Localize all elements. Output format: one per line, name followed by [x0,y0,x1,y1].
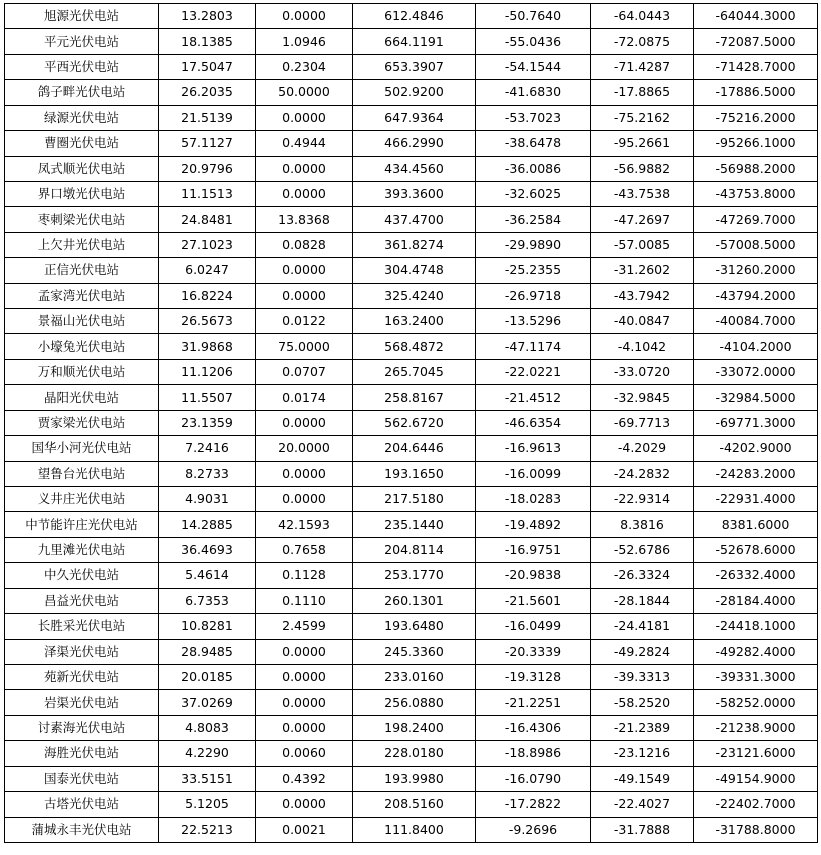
col7-cell: -17886.5000 [694,80,818,105]
col6-cell: -24.2832 [591,461,694,486]
station-name-cell: 海胜光伏电站 [5,741,159,766]
table-body [5,4,818,843]
col7-cell: -24418.1000 [694,614,818,639]
col5-cell: -36.0086 [476,156,591,181]
station-name-cell: 晶阳光伏电站 [5,385,159,410]
col7-cell: -95266.1000 [694,131,818,156]
col3-cell: 0.0000 [256,283,353,308]
col2-cell: 23.1359 [159,410,256,435]
col6-cell: -57.0085 [591,232,694,257]
station-name-cell: 国泰光伏电站 [5,766,159,791]
col7-cell: -43794.2000 [694,283,818,308]
col6-cell: -28.1844 [591,588,694,613]
col7-cell: -71428.7000 [694,54,818,79]
station-name-cell: 苑新光伏电站 [5,664,159,689]
col6-cell: -49.2824 [591,639,694,664]
col6-cell: -75.2162 [591,105,694,130]
col7-cell: -58252.0000 [694,690,818,715]
table-row [5,741,818,766]
col2-cell: 6.7353 [159,588,256,613]
col7-cell: -64044.3000 [694,4,818,29]
station-name-cell: 古塔光伏电站 [5,792,159,817]
col2-cell: 16.8224 [159,283,256,308]
power-station-table [4,3,818,843]
col5-cell: -16.0790 [476,766,591,791]
col5-cell: -18.0283 [476,487,591,512]
station-name-cell: 凤式顺光伏电站 [5,156,159,181]
col5-cell: -20.3339 [476,639,591,664]
col2-cell: 5.4614 [159,563,256,588]
col6-cell: -56.9882 [591,156,694,181]
col7-cell: -43753.8000 [694,181,818,206]
col7-cell: -22402.7000 [694,792,818,817]
col5-cell: -16.0099 [476,461,591,486]
col4-cell: 198.2400 [353,715,476,740]
table-row [5,4,818,29]
col5-cell: -16.0499 [476,614,591,639]
station-name-cell: 中久光伏电站 [5,563,159,588]
col5-cell: -38.6478 [476,131,591,156]
col7-cell: -33072.0000 [694,359,818,384]
col7-cell: -4202.9000 [694,436,818,461]
station-name-cell: 小壕兔光伏电站 [5,334,159,359]
col5-cell: -46.6354 [476,410,591,435]
col3-cell: 0.0122 [256,309,353,334]
col2-cell: 36.4693 [159,537,256,562]
station-name-cell: 曹圈光伏电站 [5,131,159,156]
col6-cell: -21.2389 [591,715,694,740]
col4-cell: 562.6720 [353,410,476,435]
col2-cell: 11.1513 [159,181,256,206]
col2-cell: 57.1127 [159,131,256,156]
table-row [5,359,818,384]
station-name-cell: 正信光伏电站 [5,258,159,283]
col5-cell: -21.4512 [476,385,591,410]
table-row [5,410,818,435]
col2-cell: 7.2416 [159,436,256,461]
col2-cell: 21.5139 [159,105,256,130]
table-row [5,639,818,664]
col4-cell: 208.5160 [353,792,476,817]
col5-cell: -19.3128 [476,664,591,689]
station-name-cell: 岩渠光伏电站 [5,690,159,715]
table-row [5,715,818,740]
col4-cell: 193.1650 [353,461,476,486]
table-row [5,283,818,308]
col3-cell: 0.0828 [256,232,353,257]
col5-cell: -21.2251 [476,690,591,715]
col6-cell: -17.8865 [591,80,694,105]
col7-cell: -31260.2000 [694,258,818,283]
col6-cell: -43.7538 [591,181,694,206]
col4-cell: 664.1191 [353,29,476,54]
station-name-cell: 望鲁台光伏电站 [5,461,159,486]
col2-cell: 4.8083 [159,715,256,740]
col7-cell: -32984.5000 [694,385,818,410]
table-row [5,436,818,461]
col3-cell: 0.0707 [256,359,353,384]
table-row [5,131,818,156]
table-row [5,563,818,588]
col3-cell: 0.1128 [256,563,353,588]
col6-cell: -69.7713 [591,410,694,435]
col3-cell: 0.0000 [256,690,353,715]
col4-cell: 466.2990 [353,131,476,156]
table-row [5,181,818,206]
col7-cell: -24283.2000 [694,461,818,486]
col2-cell: 20.0185 [159,664,256,689]
col3-cell: 20.0000 [256,436,353,461]
col3-cell: 42.1593 [256,512,353,537]
col5-cell: -32.6025 [476,181,591,206]
col5-cell: -19.4892 [476,512,591,537]
station-name-cell: 绿源光伏电站 [5,105,159,130]
col7-cell: -23121.6000 [694,741,818,766]
col5-cell: -25.2355 [476,258,591,283]
table-row [5,29,818,54]
col4-cell: 361.8274 [353,232,476,257]
station-name-cell: 中节能许庄光伏电站 [5,512,159,537]
col4-cell: 568.4872 [353,334,476,359]
table-row [5,258,818,283]
col3-cell: 50.0000 [256,80,353,105]
col3-cell: 0.0060 [256,741,353,766]
col5-cell: -29.9890 [476,232,591,257]
col5-cell: -22.0221 [476,359,591,384]
col4-cell: 163.2400 [353,309,476,334]
col7-cell: -49154.9000 [694,766,818,791]
col3-cell: 0.2304 [256,54,353,79]
col2-cell: 33.5151 [159,766,256,791]
col5-cell: -20.9838 [476,563,591,588]
col6-cell: -39.3313 [591,664,694,689]
col5-cell: -16.9613 [476,436,591,461]
col6-cell: -58.2520 [591,690,694,715]
col6-cell: -22.4027 [591,792,694,817]
col7-cell: -69771.3000 [694,410,818,435]
col7-cell: -47269.7000 [694,207,818,232]
col4-cell: 393.3600 [353,181,476,206]
col3-cell: 0.0000 [256,4,353,29]
col7-cell: -31788.8000 [694,817,818,843]
col4-cell: 193.6480 [353,614,476,639]
table-row [5,232,818,257]
table-row [5,334,818,359]
station-name-cell: 贾家梁光伏电站 [5,410,159,435]
col6-cell: -43.7942 [591,283,694,308]
col6-cell: -24.4181 [591,614,694,639]
col2-cell: 5.1205 [159,792,256,817]
col6-cell: -47.2697 [591,207,694,232]
station-name-cell: 旭源光伏电站 [5,4,159,29]
col5-cell: -26.9718 [476,283,591,308]
col4-cell: 502.9200 [353,80,476,105]
col3-cell: 2.4599 [256,614,353,639]
col4-cell: 258.8167 [353,385,476,410]
table-row [5,664,818,689]
col4-cell: 204.6446 [353,436,476,461]
col2-cell: 28.9485 [159,639,256,664]
col7-cell: -75216.2000 [694,105,818,130]
col5-cell: -36.2584 [476,207,591,232]
col2-cell: 17.5047 [159,54,256,79]
station-name-cell: 上欠井光伏电站 [5,232,159,257]
col6-cell: -95.2661 [591,131,694,156]
table-row [5,54,818,79]
col6-cell: -32.9845 [591,385,694,410]
col3-cell: 13.8368 [256,207,353,232]
col3-cell: 1.0946 [256,29,353,54]
table-row [5,537,818,562]
station-name-cell: 平西光伏电站 [5,54,159,79]
col5-cell: -16.4306 [476,715,591,740]
col3-cell: 0.0000 [256,461,353,486]
col7-cell: -39331.3000 [694,664,818,689]
col5-cell: -16.9751 [476,537,591,562]
col3-cell: 0.0000 [256,664,353,689]
col6-cell: -26.3324 [591,563,694,588]
col3-cell: 0.0000 [256,410,353,435]
col5-cell: -41.6830 [476,80,591,105]
col5-cell: -54.1544 [476,54,591,79]
col6-cell: 8.3816 [591,512,694,537]
col2-cell: 4.2290 [159,741,256,766]
station-name-cell: 泽渠光伏电站 [5,639,159,664]
table-row [5,817,818,843]
col5-cell: -47.1174 [476,334,591,359]
table-row [5,385,818,410]
col2-cell: 14.2885 [159,512,256,537]
col2-cell: 31.9868 [159,334,256,359]
col2-cell: 10.8281 [159,614,256,639]
col2-cell: 6.0247 [159,258,256,283]
col4-cell: 256.0880 [353,690,476,715]
col6-cell: -4.2029 [591,436,694,461]
col2-cell: 18.1385 [159,29,256,54]
col4-cell: 111.8400 [353,817,476,843]
col6-cell: -33.0720 [591,359,694,384]
col2-cell: 11.5507 [159,385,256,410]
table-row [5,309,818,334]
col4-cell: 253.1770 [353,563,476,588]
col4-cell: 653.3907 [353,54,476,79]
col6-cell: -22.9314 [591,487,694,512]
col7-cell: -4104.2000 [694,334,818,359]
station-name-cell: 国华小河光伏电站 [5,436,159,461]
table-row [5,207,818,232]
col7-cell: -26332.4000 [694,563,818,588]
col5-cell: -53.7023 [476,105,591,130]
col6-cell: -31.7888 [591,817,694,843]
col3-cell: 0.0000 [256,715,353,740]
station-name-cell: 界口墩光伏电站 [5,181,159,206]
col6-cell: -49.1549 [591,766,694,791]
table-row [5,461,818,486]
col4-cell: 217.5180 [353,487,476,512]
station-name-cell: 义井庄光伏电站 [5,487,159,512]
col2-cell: 11.1206 [159,359,256,384]
station-name-cell: 长胜采光伏电站 [5,614,159,639]
col6-cell: -4.1042 [591,334,694,359]
station-name-cell: 讨素海光伏电站 [5,715,159,740]
col2-cell: 26.5673 [159,309,256,334]
col2-cell: 24.8481 [159,207,256,232]
col2-cell: 8.2733 [159,461,256,486]
col4-cell: 437.4700 [353,207,476,232]
col4-cell: 647.9364 [353,105,476,130]
col7-cell: -40084.7000 [694,309,818,334]
col7-cell: -28184.4000 [694,588,818,613]
col6-cell: -71.4287 [591,54,694,79]
table-row [5,156,818,181]
station-name-cell: 枣刺梁光伏电站 [5,207,159,232]
col2-cell: 26.2035 [159,80,256,105]
table-row [5,614,818,639]
col3-cell: 0.0000 [256,105,353,130]
col5-cell: -17.2822 [476,792,591,817]
col4-cell: 204.8114 [353,537,476,562]
col2-cell: 13.2803 [159,4,256,29]
col3-cell: 0.7658 [256,537,353,562]
col3-cell: 75.0000 [256,334,353,359]
col4-cell: 265.7045 [353,359,476,384]
col6-cell: -64.0443 [591,4,694,29]
table-row [5,105,818,130]
col4-cell: 304.4748 [353,258,476,283]
col3-cell: 0.0000 [256,792,353,817]
table-row [5,80,818,105]
col4-cell: 434.4560 [353,156,476,181]
col6-cell: -31.2602 [591,258,694,283]
station-name-cell: 九里滩光伏电站 [5,537,159,562]
station-name-cell: 景福山光伏电站 [5,309,159,334]
col5-cell: -55.0436 [476,29,591,54]
col4-cell: 235.1440 [353,512,476,537]
col5-cell: -18.8986 [476,741,591,766]
col3-cell: 0.1110 [256,588,353,613]
col5-cell: -21.5601 [476,588,591,613]
col7-cell: -52678.6000 [694,537,818,562]
col3-cell: 0.0000 [256,181,353,206]
col3-cell: 0.0174 [256,385,353,410]
col5-cell: -50.7640 [476,4,591,29]
station-name-cell: 鸽子畔光伏电站 [5,80,159,105]
col2-cell: 22.5213 [159,817,256,843]
col7-cell: -22931.4000 [694,487,818,512]
table-row [5,512,818,537]
station-name-cell: 万和顺光伏电站 [5,359,159,384]
table-row [5,690,818,715]
col6-cell: -40.0847 [591,309,694,334]
col3-cell: 0.4392 [256,766,353,791]
col3-cell: 0.4944 [256,131,353,156]
col4-cell: 245.3360 [353,639,476,664]
station-name-cell: 孟家湾光伏电站 [5,283,159,308]
table-row [5,588,818,613]
col7-cell: -49282.4000 [694,639,818,664]
col3-cell: 0.0000 [256,487,353,512]
col5-cell: -13.5296 [476,309,591,334]
col2-cell: 27.1023 [159,232,256,257]
col7-cell: -56988.2000 [694,156,818,181]
station-name-cell: 昌益光伏电站 [5,588,159,613]
col3-cell: 0.0000 [256,639,353,664]
col2-cell: 20.9796 [159,156,256,181]
station-name-cell: 蒲城永丰光伏电站 [5,817,159,843]
col7-cell: 8381.6000 [694,512,818,537]
col6-cell: -23.1216 [591,741,694,766]
table-row [5,487,818,512]
col4-cell: 325.4240 [353,283,476,308]
col2-cell: 37.0269 [159,690,256,715]
col2-cell: 4.9031 [159,487,256,512]
col4-cell: 193.9980 [353,766,476,791]
table-row [5,792,818,817]
col4-cell: 233.0160 [353,664,476,689]
col4-cell: 228.0180 [353,741,476,766]
col7-cell: -21238.9000 [694,715,818,740]
col6-cell: -72.0875 [591,29,694,54]
col3-cell: 0.0000 [256,258,353,283]
col7-cell: -72087.5000 [694,29,818,54]
col7-cell: -57008.5000 [694,232,818,257]
station-name-cell: 平元光伏电站 [5,29,159,54]
table-row [5,766,818,791]
col3-cell: 0.0021 [256,817,353,843]
col3-cell: 0.0000 [256,156,353,181]
col4-cell: 260.1301 [353,588,476,613]
col5-cell: -9.2696 [476,817,591,843]
col6-cell: -52.6786 [591,537,694,562]
col4-cell: 612.4846 [353,4,476,29]
